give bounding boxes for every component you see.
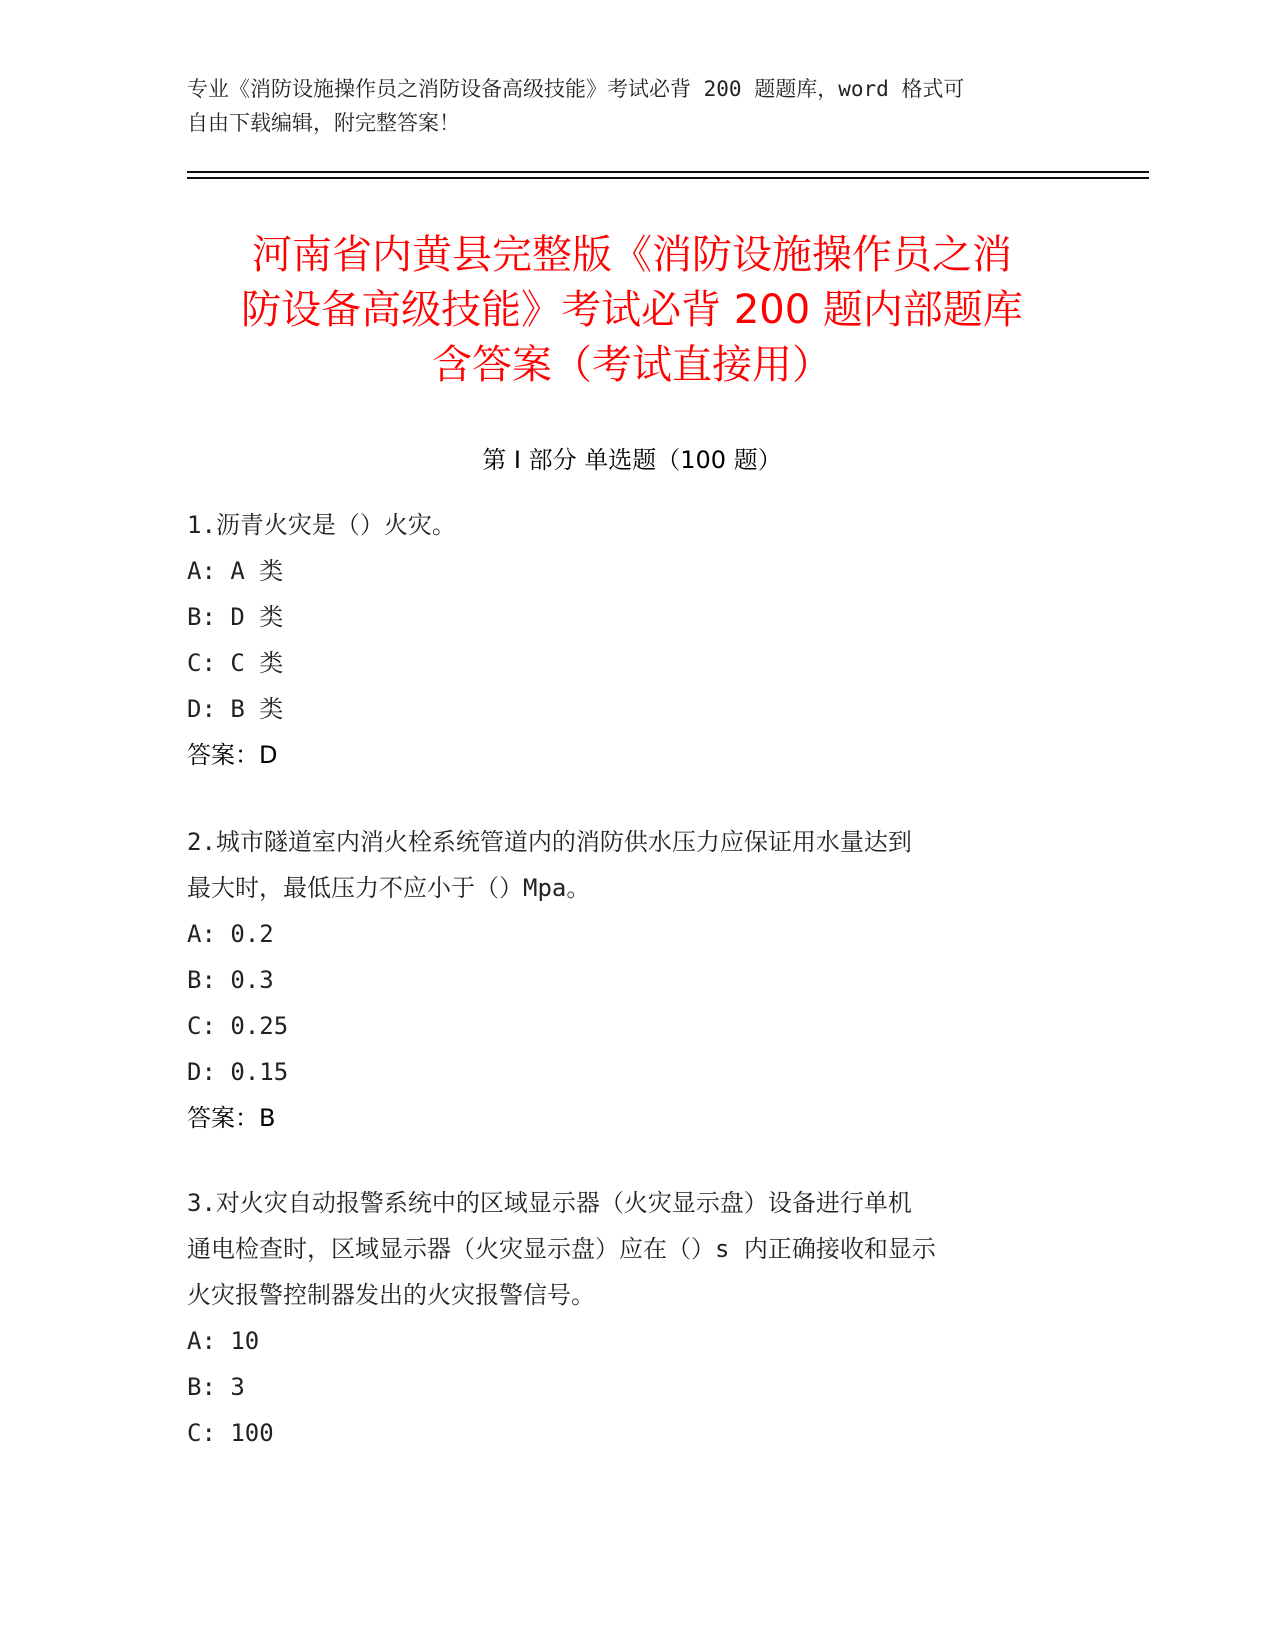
option-a: A: A 类 [187, 557, 284, 585]
header-note-line-1: 专业《消防设施操作员之消防设备高级技能》考试必背 200 题题库，word 格式可 [187, 77, 965, 101]
option-c: C: 0.25 [187, 1012, 289, 1040]
question-text-line-1: 3.对火灾自动报警系统中的区域显示器（火灾显示盘）设备进行单机 [187, 1189, 912, 1217]
question-text-line-2: 最大时，最低压力不应小于（）Mpa。 [187, 874, 591, 902]
header-note [187, 72, 1067, 140]
question-text-line-1: 2.城市隧道室内消火栓系统管道内的消防供水压力应保证用水量达到 [187, 828, 912, 856]
title-line-2: 防设备高级技能》考试必背 200 题内部题库 [241, 287, 1023, 333]
question-text-line-3: 火灾报警控制器发出的火灾报警信号。 [187, 1281, 595, 1309]
header-rule-bottom [187, 177, 1149, 179]
question-2 [187, 819, 1087, 1141]
option-d: D: B 类 [187, 695, 284, 723]
option-d: D: 0.15 [187, 1058, 289, 1086]
option-a: A: 0.2 [187, 920, 274, 948]
header-rule-top [187, 171, 1149, 173]
question-3 [187, 1180, 1087, 1456]
option-b: B: 3 [187, 1373, 245, 1401]
header-note-line-2: 自由下载编辑，附完整答案！ [187, 111, 460, 135]
question-text: 1.沥青火灾是（）火灾。 [187, 511, 456, 539]
option-c: C: 100 [187, 1419, 274, 1447]
question-text-line-2: 通电检查时，区域显示器（火灾显示盘）应在（）s 内正确接收和显示 [187, 1235, 936, 1263]
title-line-3: 含答案（考试直接用） [432, 342, 832, 388]
title-line-1: 河南省内黄县完整版《消防设施操作员之消 [252, 232, 1012, 278]
document-title [187, 228, 1077, 393]
question-1 [187, 502, 1087, 778]
section-heading: 第 I 部分 单选题（100 题） [482, 446, 782, 474]
option-b: B: 0.3 [187, 966, 274, 994]
answer-label: 答案：B [187, 1104, 276, 1132]
option-b: B: D 类 [187, 603, 284, 631]
answer-label: 答案：D [187, 741, 278, 769]
option-c: C: C 类 [187, 649, 284, 677]
option-a: A: 10 [187, 1327, 260, 1355]
